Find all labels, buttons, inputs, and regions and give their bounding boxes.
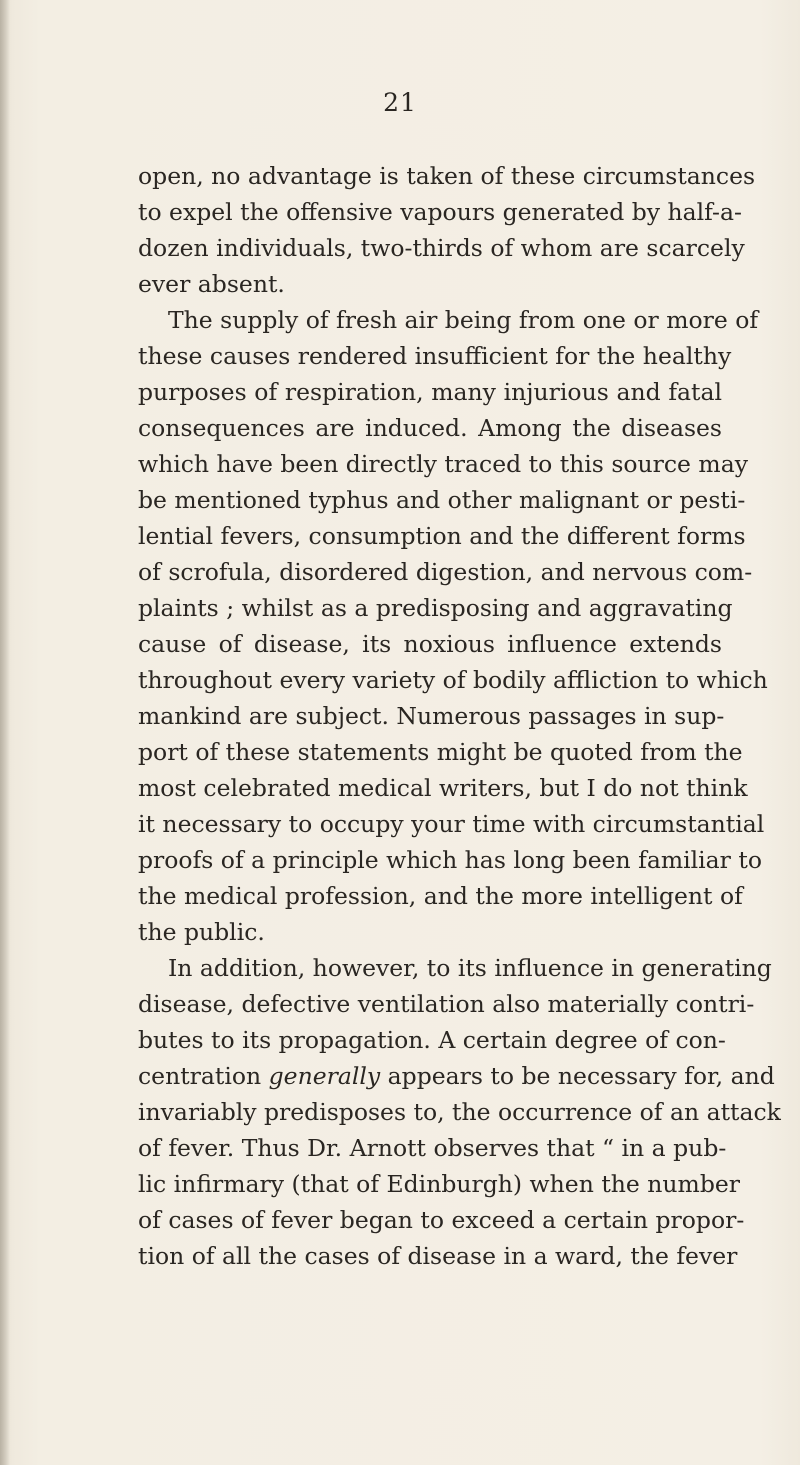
text-line: ever absent.	[138, 270, 285, 298]
text-line: to expel the offensive vapours generated by half-a-	[138, 198, 742, 226]
text-line: disease, defective ventilation also materially contri-	[138, 990, 755, 1018]
text-line: lential fevers, consumption and the different forms	[138, 522, 746, 550]
text-line: dozen individuals, two-thirds of whom are scarcely	[138, 234, 745, 262]
text-line: mankind are subject. Numerous passages in sup-	[138, 702, 725, 730]
text-line: port of these statements might be quoted from the	[138, 738, 743, 766]
text-run: appears to be necessary for, and	[387, 1062, 775, 1090]
text-line: be mentioned typhus and other malignant or pesti-	[138, 486, 746, 514]
text-line: lic infirmary (that of Edinburgh) when the number	[138, 1170, 741, 1198]
paragraph-start-line: In addition, however, to its influence in generating	[168, 954, 772, 982]
text-line: butes to its propagation. A certain degree of con-	[138, 1026, 726, 1054]
text-line: tion of all the cases of disease in a ward, the fever	[138, 1242, 738, 1270]
text-line: proofs of a principle which has long been familiar to	[138, 846, 762, 874]
gutter-shadow	[0, 0, 10, 1465]
text-line: purposes of respiration, many injurious and fatal	[138, 378, 722, 406]
text-line: invariably predisposes to, the occurrence of an attack	[138, 1098, 781, 1126]
text-line: which have been directly traced to this source may	[138, 450, 749, 478]
emphasized-word: generally	[268, 1062, 381, 1090]
text-line: of cases of fever began to exceed a certain propor-	[138, 1206, 745, 1234]
paragraph-start-line: The supply of fresh air being from one or more of	[168, 306, 759, 334]
text-line: of fever. Thus Dr. Arnott observes that “ in a pub-	[138, 1134, 727, 1162]
text-line: the medical profession, and the more intelligent of	[138, 882, 743, 910]
text-line: most celebrated medical writers, but I do not think	[138, 774, 748, 802]
text-line: it necessary to occupy your time with circumstantial	[138, 810, 765, 838]
page-number: 21	[383, 88, 417, 117]
text-run: centration	[138, 1062, 262, 1090]
text-line: plaints ; whilst as a predisposing and aggravating	[138, 594, 733, 622]
text-line: these causes rendered insufficient for the healthy	[138, 342, 732, 370]
text-line: open, no advantage is taken of these circumstances	[138, 162, 756, 190]
text-line: consequences are induced. Among the diseases	[138, 414, 722, 442]
text-line: of scrofula, disordered digestion, and nervous com-	[138, 558, 753, 586]
text-line-with-emphasis	[138, 1058, 775, 1094]
text-line: throughout every variety of bodily affliction to which	[138, 666, 768, 694]
text-line: cause of disease, its noxious influence extends	[138, 630, 722, 658]
text-line: the public.	[138, 918, 265, 946]
